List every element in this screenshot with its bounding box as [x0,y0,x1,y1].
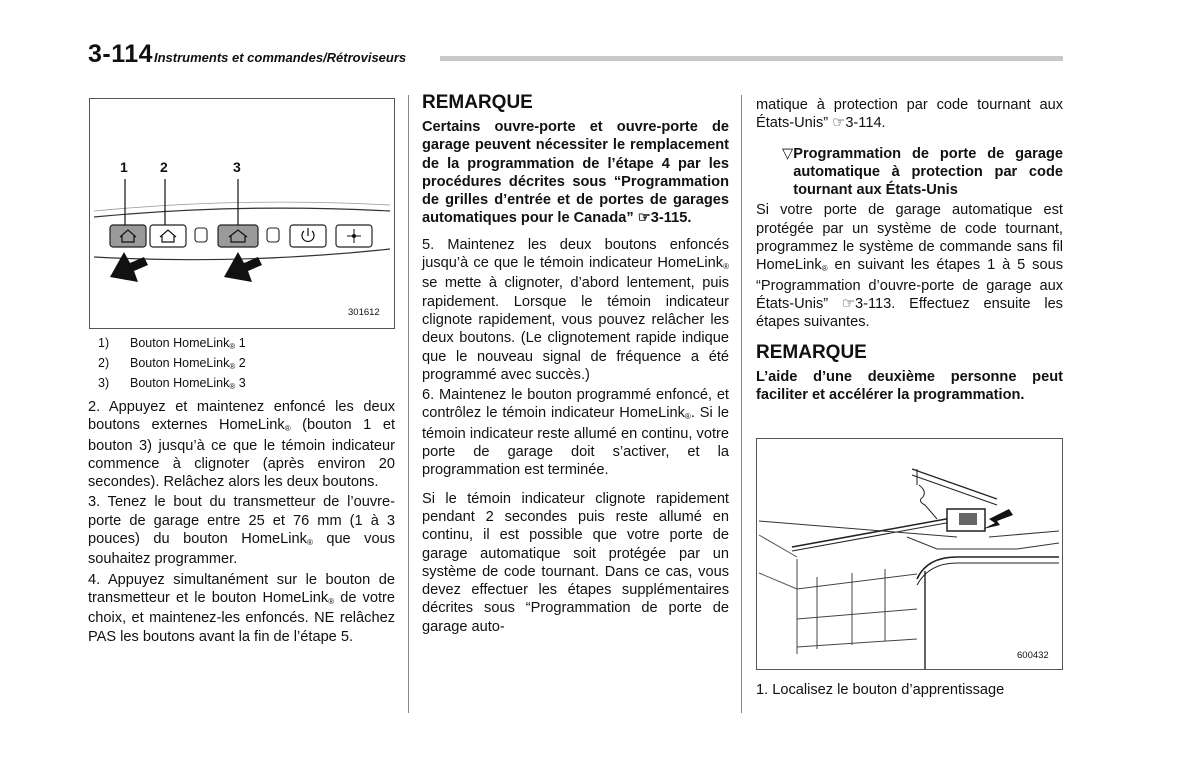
step-2: 2. Appuyez et maintenez enfoncé les deux boutons externes HomeLink® (bouton 1 et bouton 3) jusqu’à ce que le témoin indicateur commence à clignoter (après environ 20 secondes). Relâchez alors les deux boutons. [88,399,395,491]
header-rule [440,56,1063,61]
homelink-panel-illustration [90,99,394,328]
indicator-led [195,228,207,242]
subsection-heading: ▽ Programmation de porte de garage automatique à protection par code tournant aux États-Unis [756,145,1063,200]
callout-1: 1 [120,159,128,175]
right-column [756,96,1063,406]
note-text: L’aide d’une deuxième personne peut faciliter et accélérer la programmation. [756,368,1063,403]
triangle-icon: ▽ [782,145,794,162]
callout-3: 3 [233,159,241,175]
homelink-button-3 [218,225,258,247]
note-title: REMARQUE [756,341,867,363]
step-3: 3. Tenez le bout du transmetteur de l’ouvre-porte de garage entre 25 et 76 mm (1 à 3 pouces) du bouton HomeLink® que vous souhaitez programmer. [88,494,395,568]
page-reference: ☞3-114. [832,115,886,132]
column-divider-left [408,95,409,713]
rolling-code-paragraph: Si le témoin indicateur clignote rapidement pendant 2 secondes puis reste allumé en continu, il est possible que votre porte de garage automatique soit protégée par un système de code tournant. Dans ce cas, vous devez effectuer les étapes supplémentaires décrites sous “Programmation de porte de garage auto- [422,490,729,635]
caption-item: 3) Bouton HomeLink® 3 [98,376,246,391]
right-column-bottom [756,681,1063,701]
step-5: 5. Maintenez les deux boutons enfoncés jusqu’à ce que le témoin indicateur HomeLink® se mette à clignoter, d’abord lentement, puis rapidement. Lorsque le témoin indicateur clignote rapidement, vous pouvez relâcher les deux boutons. (Le clignotement rapide indique que le nouveau signal de fréquence a été programmé avec succès.) [422,236,729,383]
section-title: Instruments et commandes/Rétroviseurs [154,50,407,65]
homelink-button-1 [110,225,146,247]
caption-item: 2) Bouton HomeLink® 2 [98,356,246,371]
page-header [88,40,1063,70]
homelink-button-2 [150,225,186,247]
learn-button-arrow [983,509,1013,529]
garage-door-opener-illustration [757,439,1062,669]
figure-code: 301612 [348,307,380,318]
step-4: 4. Appuyez simultanément sur le bouton de transmetteur et le bouton HomeLink® de votre choix, et maintenez-les enfoncés. NE relâchez PAS les boutons avant la fin de l’étape 5. [88,571,395,645]
middle-column [422,92,729,638]
step-1: 1. Localisez le bouton d’apprentissage [756,682,1005,698]
continued-paragraph: matique à protection par code tournant aux États-Unis” ☞3-114. [756,97,1063,132]
garage-opener-figure [756,438,1063,670]
page-reference: ☞3-113. [841,295,896,312]
note-text: Certains ouvre-porte et ouvre-porte de garage peuvent nécessiter le remplacement de la programmation de l’étape 4 par les procédures décrites sous “Programmation de grilles d’entrée et de portes de garages automatiques pour le Canada” ☞3-115. [422,119,729,227]
left-column [88,398,395,648]
step-6: 6. Maintenez le bouton programmé enfoncé, et contrôlez le témoin indicateur HomeLink®. Si le témoin indicateur reste allumé en continu, votre porte de garage doit s’activer, et la programmation est terminée. [422,387,729,479]
callout-2: 2 [160,159,168,175]
press-arrow-3 [224,252,262,282]
column-divider-right [741,95,742,713]
caption-item: 1) Bouton HomeLink® 1 [98,336,246,351]
figure-code: 600432 [1017,650,1049,661]
rolling-code-intro: Si votre porte de garage automatique est protégée par un système de code tournant, programmez le système de commande sans fil HomeLink® en suivant les étapes 1 à 5 sous “Programmation d’ouvre-porte de garage aux États-Unis” ☞3-113. Effectuez ensuite les étapes suivantes. [756,202,1063,331]
note-title: REMARQUE [422,92,533,113]
page-reference: ☞3-115. [637,210,692,227]
figure-caption-list [98,334,246,394]
page-number: 3-114 [88,40,154,68]
press-arrow-1 [110,252,148,282]
homelink-buttons-figure [89,98,395,329]
